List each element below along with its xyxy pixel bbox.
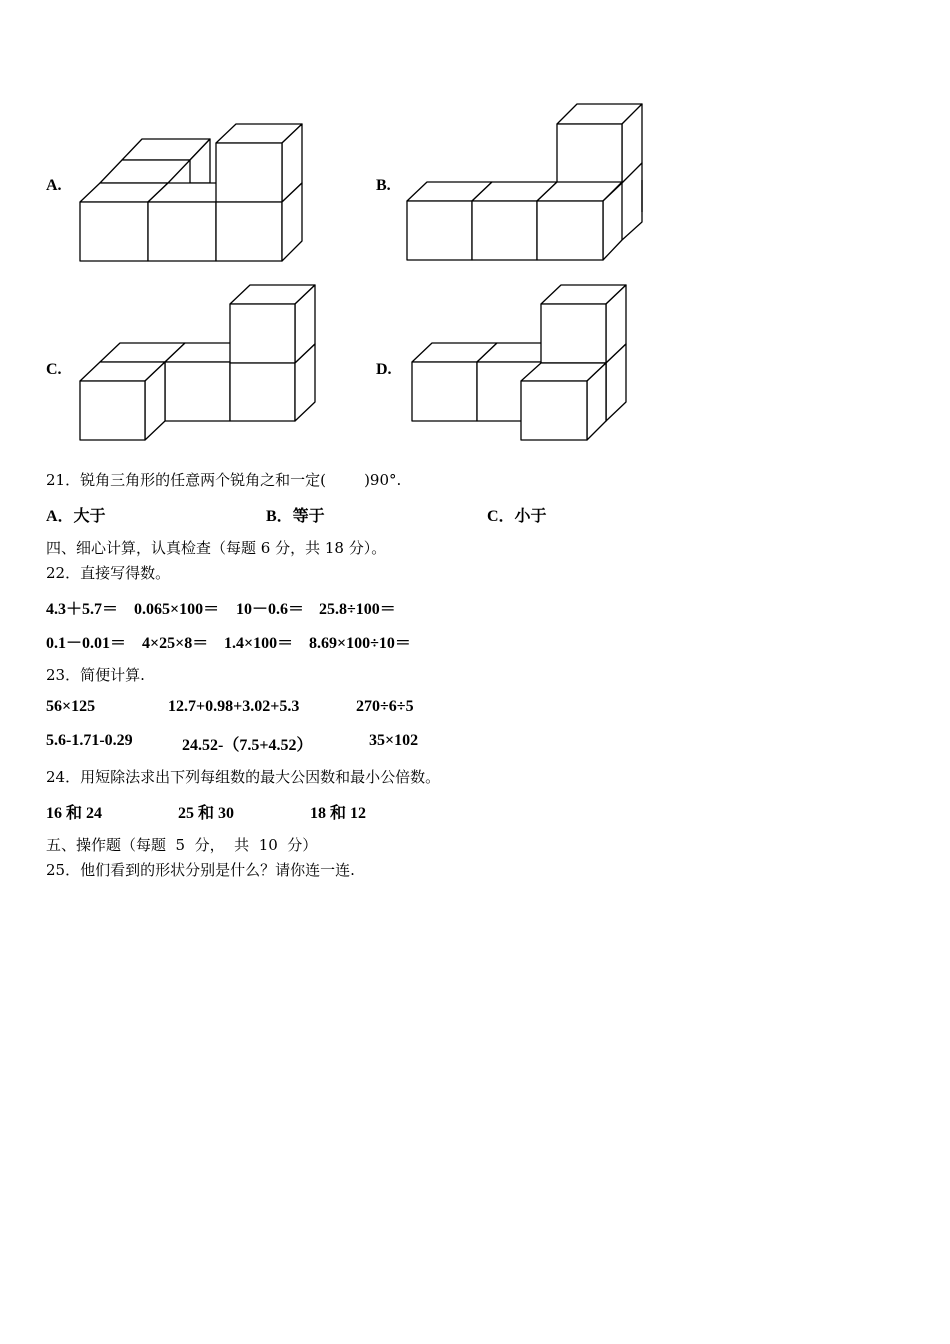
q21-choice-b: B．等于 [266, 508, 325, 525]
q21-choice-a: A．大于 [46, 508, 106, 525]
q23-item: 35×102 [369, 732, 419, 749]
section4-heading: 四、细心计算，认真检查（每题 6 分，共 18 分）。 [46, 539, 387, 557]
q23-item: 24.52-（7.5+4.52） [182, 737, 313, 754]
q24-item: 16 和 24 [46, 805, 103, 822]
section5-heading: 五、操作题（每题 5 分， 共 10 分） [46, 836, 318, 854]
q23-title: 23．简便计算. [46, 666, 145, 684]
q22-item: 25.8÷100＝ [319, 601, 396, 618]
q22-item: 0.065×100＝ [134, 601, 220, 618]
q23-item: 270÷6÷5 [356, 698, 414, 715]
q22-item: 10－0.6＝ [236, 601, 305, 618]
q24-item: 18 和 12 [310, 805, 367, 822]
option-d-label: D. [376, 361, 392, 378]
option-b-label: B. [376, 177, 391, 194]
q21-choice-c: C．小于 [487, 508, 547, 525]
q22-title: 22．直接写得数。 [46, 564, 171, 582]
q22-item: 0.1－0.01＝ [46, 635, 127, 652]
cube-figure-d [0, 0, 700, 460]
q24-title: 24．用短除法求出下列每组数的最大公因数和最小公倍数。 [46, 768, 441, 786]
q23-item: 5.6-1.71-0.29 [46, 732, 133, 749]
q23-item: 12.7+0.98+3.02+5.3 [168, 698, 300, 715]
q24-item: 25 和 30 [178, 805, 235, 822]
q21-text: 21．锐角三角形的任意两个锐角之和一定( )90°. [46, 471, 402, 489]
q22-item: 4.3＋5.7＝ [46, 601, 119, 618]
q23-item: 56×125 [46, 698, 96, 715]
option-a-label: A. [46, 177, 62, 194]
option-c-label: C. [46, 361, 62, 378]
q22-item: 8.69×100÷10＝ [309, 635, 411, 652]
q22-item: 1.4×100＝ [224, 635, 294, 652]
q25-title: 25．他们看到的形状分别是什么？请你连一连. [46, 861, 355, 879]
q22-item: 4×25×8＝ [142, 635, 209, 652]
